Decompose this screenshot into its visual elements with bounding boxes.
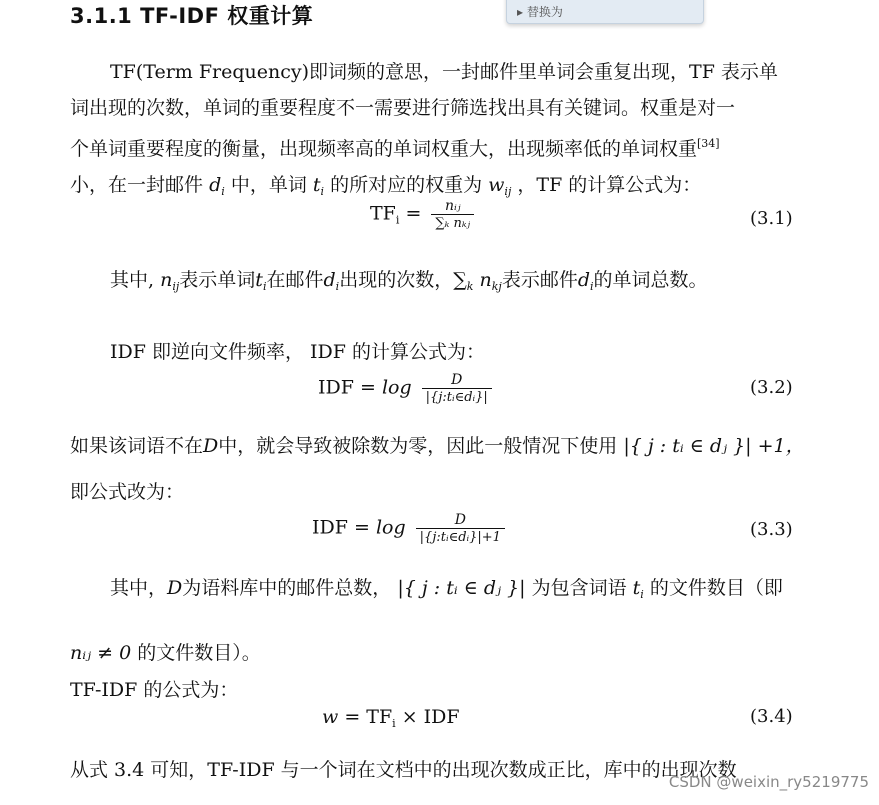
paragraph-smoothing <box>70 428 815 510</box>
equation-number: (3.3) <box>750 519 793 540</box>
text-line: IDF 即逆向文件频率， IDF 的计算公式为： <box>110 341 485 363</box>
text-line: 词出现的次数，单词的重要程度不一需要进行筛选找出具有关键词。权重是对一 <box>70 97 736 119</box>
text-line: 其中, $n_{ij}$表示单词$t_i$在邮件$d_i$出现的次数，$\sum_k$ $n_{kj}$表示邮件$d_i$的单词总数。 <box>110 269 708 293</box>
eq1-denominator: ∑ₖ nₖⱼ <box>431 214 474 231</box>
eq3-denominator: |{j:tᵢ∈dᵢ}|+1 <box>416 528 505 545</box>
citation-ref: [34] <box>697 137 720 150</box>
text-line: 小，在一封邮件 $d_i$ 中，单词 $t_i$ 的所对应的权重为 $w_{ij}$ ，TF 的计算公式为： <box>70 174 702 198</box>
equation-3-2: IDF = log $\frac{D}{\text{|\{j:tᵢ∈dᵢ\}|}}$ <box>318 372 492 405</box>
eq1-numerator: nᵢⱼ <box>444 198 461 214</box>
text-line: TF-IDF 的公式为： <box>70 679 239 701</box>
paragraph-idf-notation <box>70 570 815 671</box>
eq3-numerator: D <box>454 512 466 528</box>
eq2-denominator: |{j:tᵢ∈dᵢ}| <box>422 388 492 405</box>
paragraph-tf-notation <box>70 262 815 305</box>
paragraph-tf-definition <box>70 54 815 210</box>
text-line: TF(Term Frequency)即词频的意思，一封邮件里单词会重复出现，TF 表示单 <box>110 61 778 83</box>
popup-label[interactable]: ▸ 替换为 <box>517 5 563 19</box>
eq2-numerator: D <box>451 372 463 388</box>
equation-3-1: $TF_i$ = $\frac{\text{nᵢⱼ}}{\text{∑ₖ nₖⱼ}}$ <box>370 198 474 231</box>
watermark: CSDN @weixin_ry5219775 <box>668 773 869 791</box>
paragraph-tfidf-intro <box>70 672 815 708</box>
equation-number: (3.2) <box>750 377 793 398</box>
paragraph-idf-intro <box>70 334 815 370</box>
equation-number: (3.1) <box>750 208 793 229</box>
text-line: nᵢⱼ ≠ 0 的文件数目）。 <box>70 642 261 664</box>
text-line: 从式 3.4 可知，TF-IDF 与一个词在文档中的出现次数成正比，库中的出现次数 <box>70 759 737 781</box>
section-heading: 3.1.1 TF-IDF 权重计算 <box>70 4 314 28</box>
equation-3-4: $w = TF_i$ × IDF <box>322 706 460 730</box>
text-line: 个单词重要程度的衡量，出现频率高的单词权重大，出现频率低的单词权重[34] <box>70 137 720 160</box>
text-line: 如果该词语不在D中，就会导致被除数为零，因此一般情况下使用 |{ j : tᵢ ∈ dⱼ }| +1， <box>70 435 805 457</box>
text-line: 其中，D为语料库中的邮件总数， |{ j : tᵢ ∈ dⱼ }| 为包含词语 $t_i$ 的文件数目（即 <box>110 577 783 601</box>
replace-popup[interactable] <box>506 0 704 24</box>
equation-number: (3.4) <box>750 706 793 727</box>
text-line: 即公式改为： <box>70 481 185 503</box>
equation-3-3: IDF = log $\frac{D}{\text{|\{j:tᵢ∈dᵢ\}|+1}}$ <box>312 512 505 545</box>
